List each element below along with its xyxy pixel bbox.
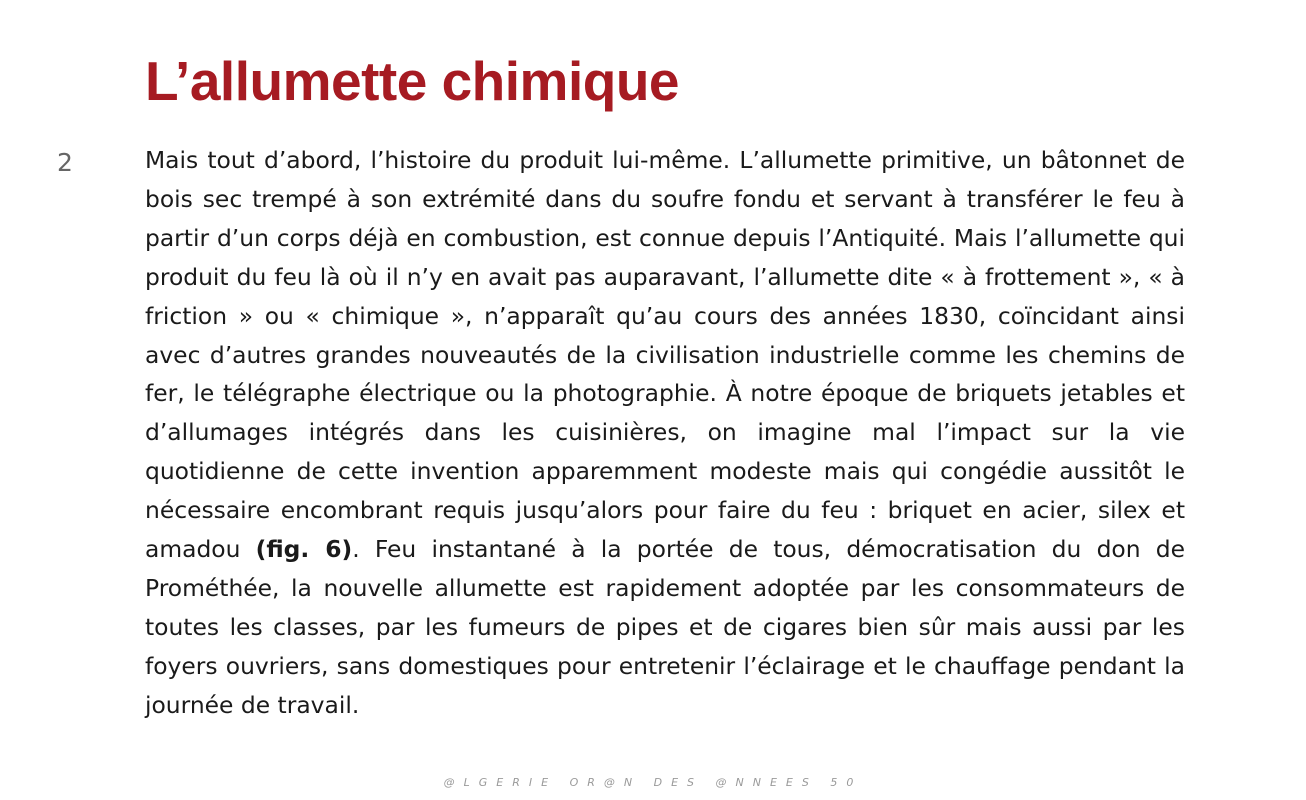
paragraph-text-before: Mais tout d’abord, l’histoire du produit lui-même. L’allumette primitive, un bâtonnet de bois sec trempé à son extrémité dans du soufre fondu et servant à transférer le feu à partir d’un corps déjà en combustion, est connue depuis l’Antiquité. Mais l’allumette qui produit du feu là où il n’y en avait pas auparavant, l’allumette dite « à frottement », « à friction » ou « chimique », n’apparaît qu’au cours des années 1830, coïncidant ainsi avec d’autres grandes nouveautés de la civilisation industrielle comme les chemins de fer, le télégraphe électrique ou la photographie. À notre époque de briquets jetables et d’allumages intégrés dans les cuisinières, on imagine mal l’impact sur la vie quotidienne de cette invention apparemment modeste mais qui congédie aussitôt le nécessaire encombrant requis jusqu’alors pour faire du feu : briquet en acier, silex et amadou xyxy=(145,146,1185,564)
paragraph-number: 2 xyxy=(57,148,73,177)
body-paragraph xyxy=(145,141,1185,725)
page-title: L’allumette chimique xyxy=(145,50,680,112)
paragraph-text-after: . Feu instantané à la portée de tous, démocratisation du don de Prométhée, la nouvelle allumette est rapidement adoptée par les consommateurs de toutes les classes, par les fumeurs de pipes et de cigares bien sûr mais aussi par les foyers ouvriers, sans domestiques pour entretenir l’éclairage et le chauffage pendant la journée de travail. xyxy=(145,535,1185,719)
footer-watermark: @LGERIE OR@N DES @NNEES 50 xyxy=(443,776,863,789)
figure-reference-link[interactable]: (fig. 6) xyxy=(255,535,353,564)
